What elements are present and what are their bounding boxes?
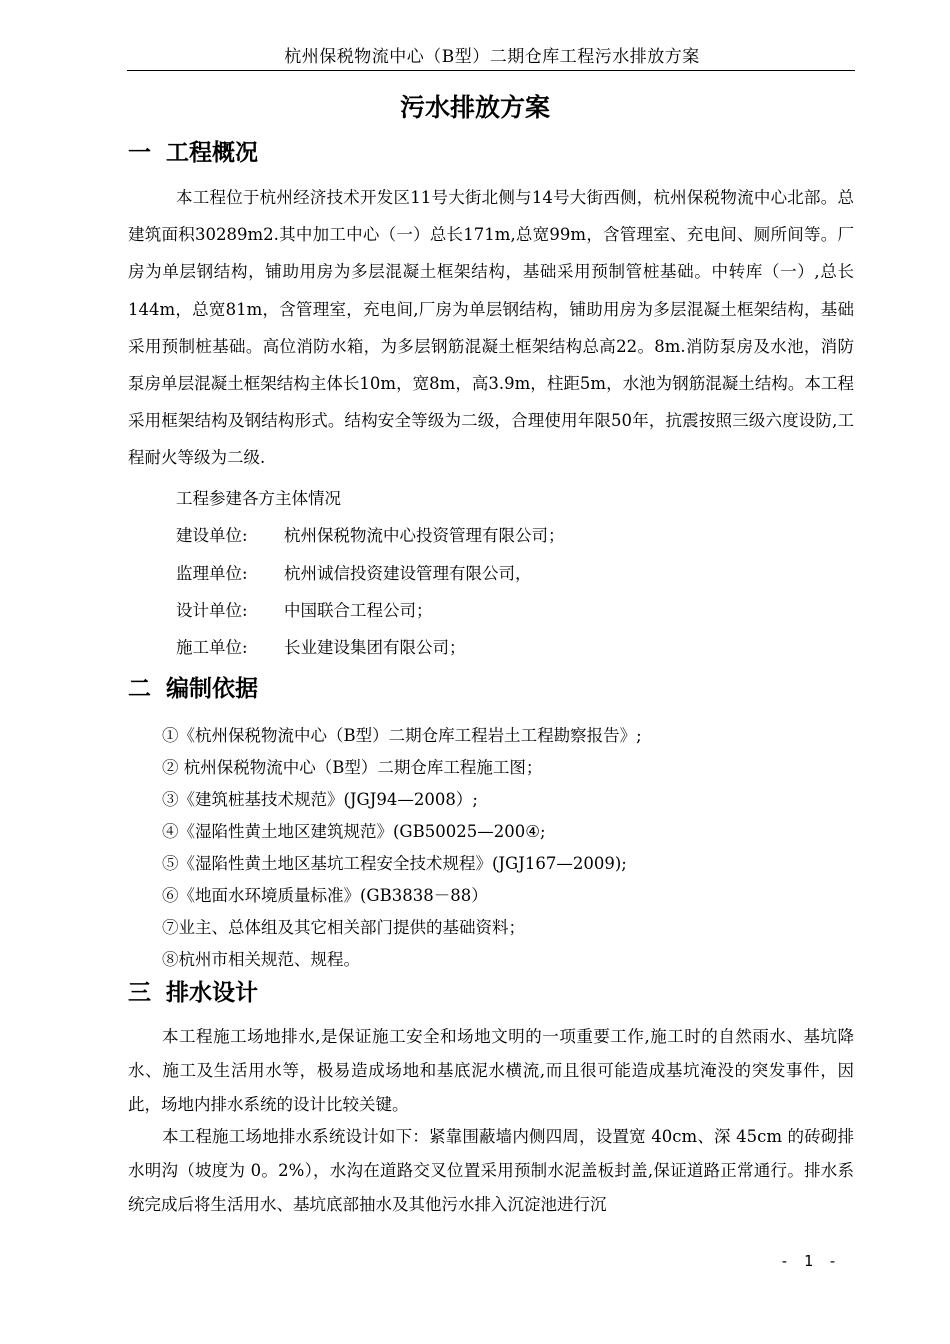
party-value: 长业建设集团有限公司； (284, 638, 466, 657)
party-label: 建设单位: (176, 526, 248, 545)
section-title: 编制依据 (166, 676, 258, 702)
running-header: 杭州保税物流中心（B型）二期仓库工程污水排放方案 (284, 47, 700, 67)
basis-item: ⑤《湿陷性黄土地区基坑工程安全技术规程》(JGJ167—2009); (162, 854, 627, 873)
parties-intro: 工程参建各方主体情况 (176, 489, 341, 508)
basis-item: ③《建筑桩基技术规范》(JGJ94—2008）; (162, 790, 478, 809)
section-heading-basis (128, 670, 258, 703)
section-number: 二 (128, 676, 151, 702)
party-row-supervisor (176, 560, 532, 584)
party-value: 杭州诚信投资建设管理有限公司， (284, 564, 532, 583)
party-value: 杭州保税物流中心投资管理有限公司； (284, 526, 565, 545)
basis-item: ⑧杭州市相关规范、规程。 (162, 950, 360, 969)
section-heading-drainage (128, 974, 258, 1007)
section-number: 三 (128, 980, 151, 1006)
drainage-paragraph: 本工程施工场地排水,是保证施工安全和场地文明的一项重要工作,施工时的自然雨水、基坑降水、施工及生活用水等，极易造成场地和基底泥水横流,而且很可能造成基坑淹没的突发事件，因此，场地内排水系统的设计比较关键。 (128, 1027, 854, 1114)
header-rule (127, 70, 855, 71)
party-label: 施工单位: (176, 638, 248, 657)
party-label: 监理单位: (176, 564, 248, 583)
basis-item: ② 杭州保税物流中心（B型）二期仓库工程施工图； (162, 758, 543, 777)
section-title: 排水设计 (166, 980, 258, 1006)
party-row-contractor (176, 634, 466, 658)
section-heading-overview (128, 134, 258, 167)
section-title: 工程概况 (166, 140, 258, 166)
party-row-builder (176, 522, 565, 546)
basis-item: ⑥《地面水环境质量标准》(GB3838－88） (162, 886, 488, 905)
page-number: - 1 - (779, 1252, 841, 1270)
party-value: 中国联合工程公司； (284, 601, 433, 620)
section-number: 一 (128, 140, 151, 166)
overview-paragraph: 本工程位于杭州经济技术开发区11号大街北侧与14号大街西侧，杭州保税物流中心北部。总建筑面积30289m2.其中加工中心（一）总长171m,总宽99m，含管理室、充电间、厕所间等。厂房为单层钢结构，铺助用房为多层混凝土框架结构，基础采用预制管桩基础。中转库（一）,总长144m，总宽81m，含管理室，充电间,厂房为单层钢结构，铺助用房为多层混凝土框架结构，基础采用预制桩基础。高位消防水箱，为多层钢筋混凝土框架结构总高22。8m.消防泵房及水池，消防泵房单层混凝土框架结构主体长10m，宽8m，高3.9m，柱距5m，水池为钢筋混凝土结构。本工程采用框架结构及钢结构形式。结构安全等级为二级，合理使用年限50年，抗震按照三级六度设防,工程耐火等级为二级. (128, 188, 854, 468)
document-title: 污水排放方案 (399, 93, 550, 122)
party-row-designer (176, 597, 433, 621)
basis-item: ⑦业主、总体组及其它相关部门提供的基础资料； (162, 918, 525, 937)
basis-item: ①《杭州保税物流中心（B型）二期仓库工程岩土工程勘察报告》; (162, 726, 642, 745)
drainage-paragraph: 本工程施工场地排水系统设计如下：紧靠围蔽墙内侧四周，设置宽 40cm、深 45cm 的砖砌排水明沟（坡度为 0。2%），水沟在道路交叉位置采用预制水泥盖板封盖,保证道路正常通行。排水系统完成后将生活用水、基坑底部抽水及其他污水排入沉淀池进行沉 (128, 1127, 854, 1214)
party-label: 设计单位: (176, 601, 248, 620)
basis-item: ④《湿陷性黄土地区建筑规范》(GB50025—200④; (162, 822, 546, 841)
